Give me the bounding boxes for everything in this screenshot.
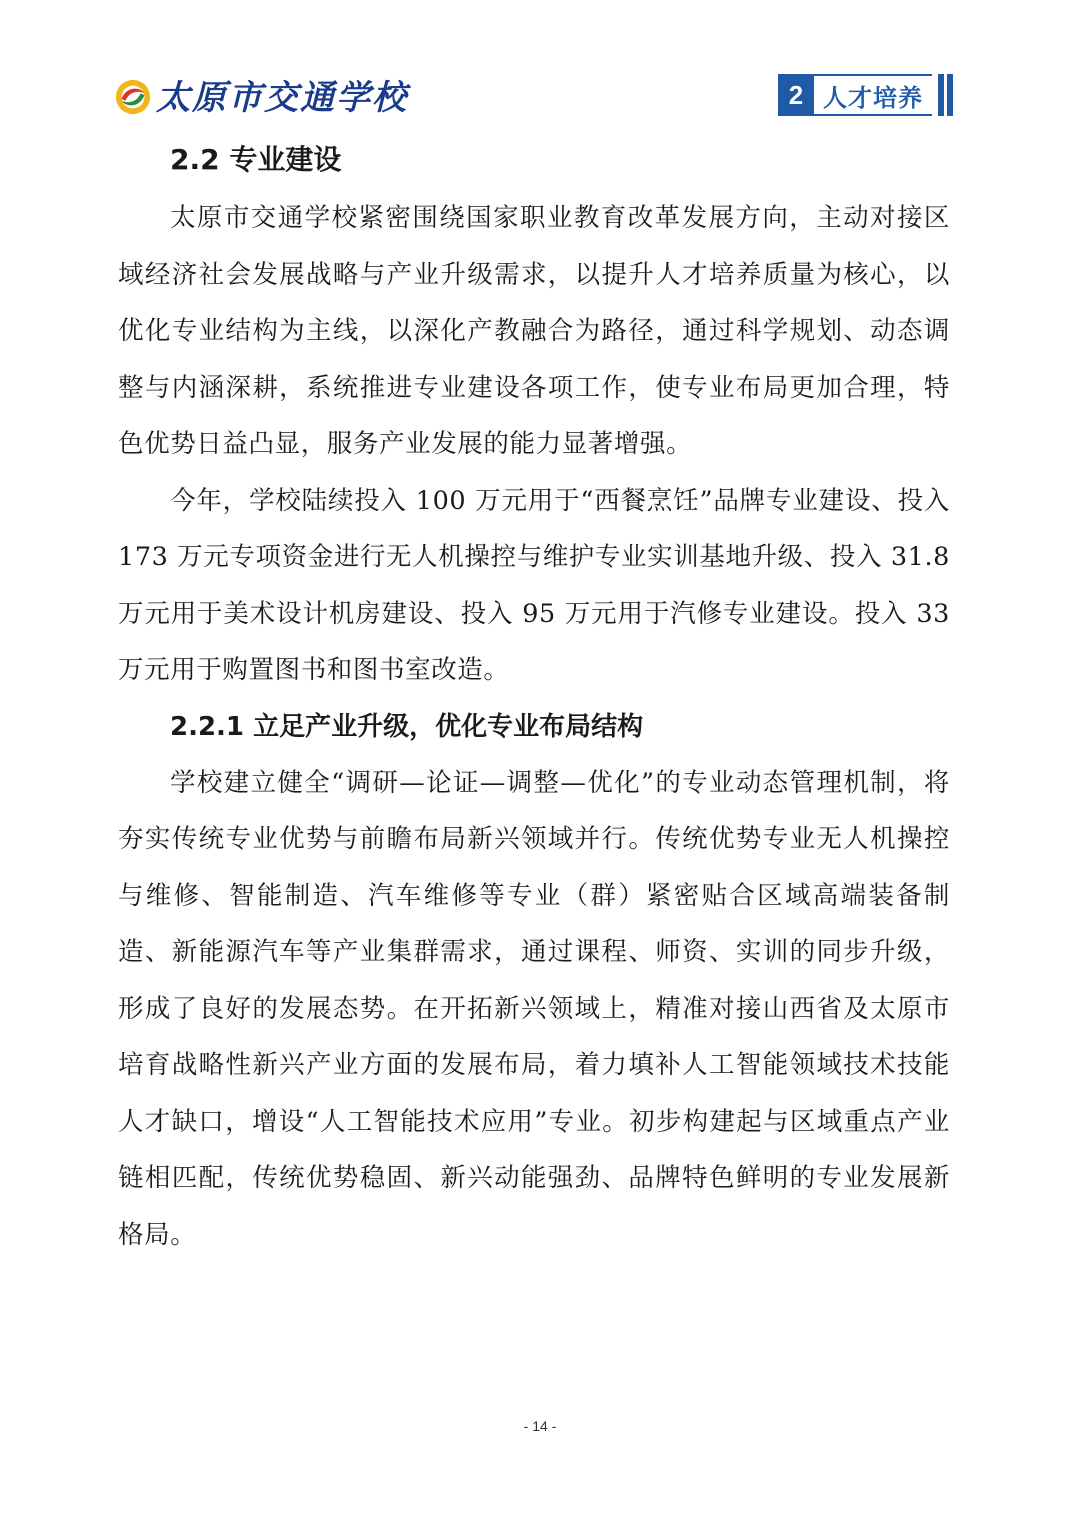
school-logo-icon [114, 78, 152, 116]
page-header [0, 0, 1080, 130]
section-heading: 2.2 专业建设 [170, 143, 342, 176]
chapter-tag [778, 74, 953, 116]
chapter-title: 人才培养 [814, 74, 932, 116]
section-paragraph-2: 今年，学校陆续投入 100 万元用于“西餐烹饪”品牌专业建设、投入 173 万元专项资金进行无人机操控与维护专业实训基地升级、投入 31.8 万元用于美术设计机房建设、投入 95 万元用于汽修专业建设。投入 33 万元用于购置图书和图书室改造。 [118, 485, 950, 685]
school-name: 太原市交通学校 [156, 78, 408, 118]
section-paragraph-1: 太原市交通学校紧密围绕国家职业教育改革发展方向，主动对接区域经济社会发展战略与产业升级需求，以提升人才培养质量为核心，以优化专业结构为主线，以深化产教融合为路径，通过科学规划、动态调整与内涵深耕，系统推进专业建设各项工作，使专业布局更加合理，特色优势日益凸显，服务产业发展的能力显著增强。 [118, 203, 950, 459]
chapter-number: 2 [778, 74, 814, 116]
page-number: - 14 - [523, 1418, 557, 1434]
subsection-heading: 2.2.1 立足产业升级，优化专业布局结构 [170, 711, 644, 742]
subsection-paragraph-1: 学校建立健全“调研—论证—调整—优化”的专业动态管理机制，将夯实传统专业优势与前瞻布局新兴领域并行。传统优势专业无人机操控与维修、智能制造、汽车维修等专业（群）紧密贴合区域高端装备制造、新能源汽车等产业集群需求，通过课程、师资、实训的同步升级，形成了良好的发展态势。在开拓新兴领域上，精准对接山西省及太原市培育战略性新兴产业方面的发展布局，着力填补人工智能领域技术技能人才缺口，增设“人工智能技术应用”专业。初步构建起与区域重点产业链相匹配，传统优势稳固、新兴动能强劲、品牌特色鲜明的专业发展新格局。 [118, 767, 950, 1250]
chapter-decor-bars [935, 74, 953, 116]
page-content [118, 140, 950, 1263]
